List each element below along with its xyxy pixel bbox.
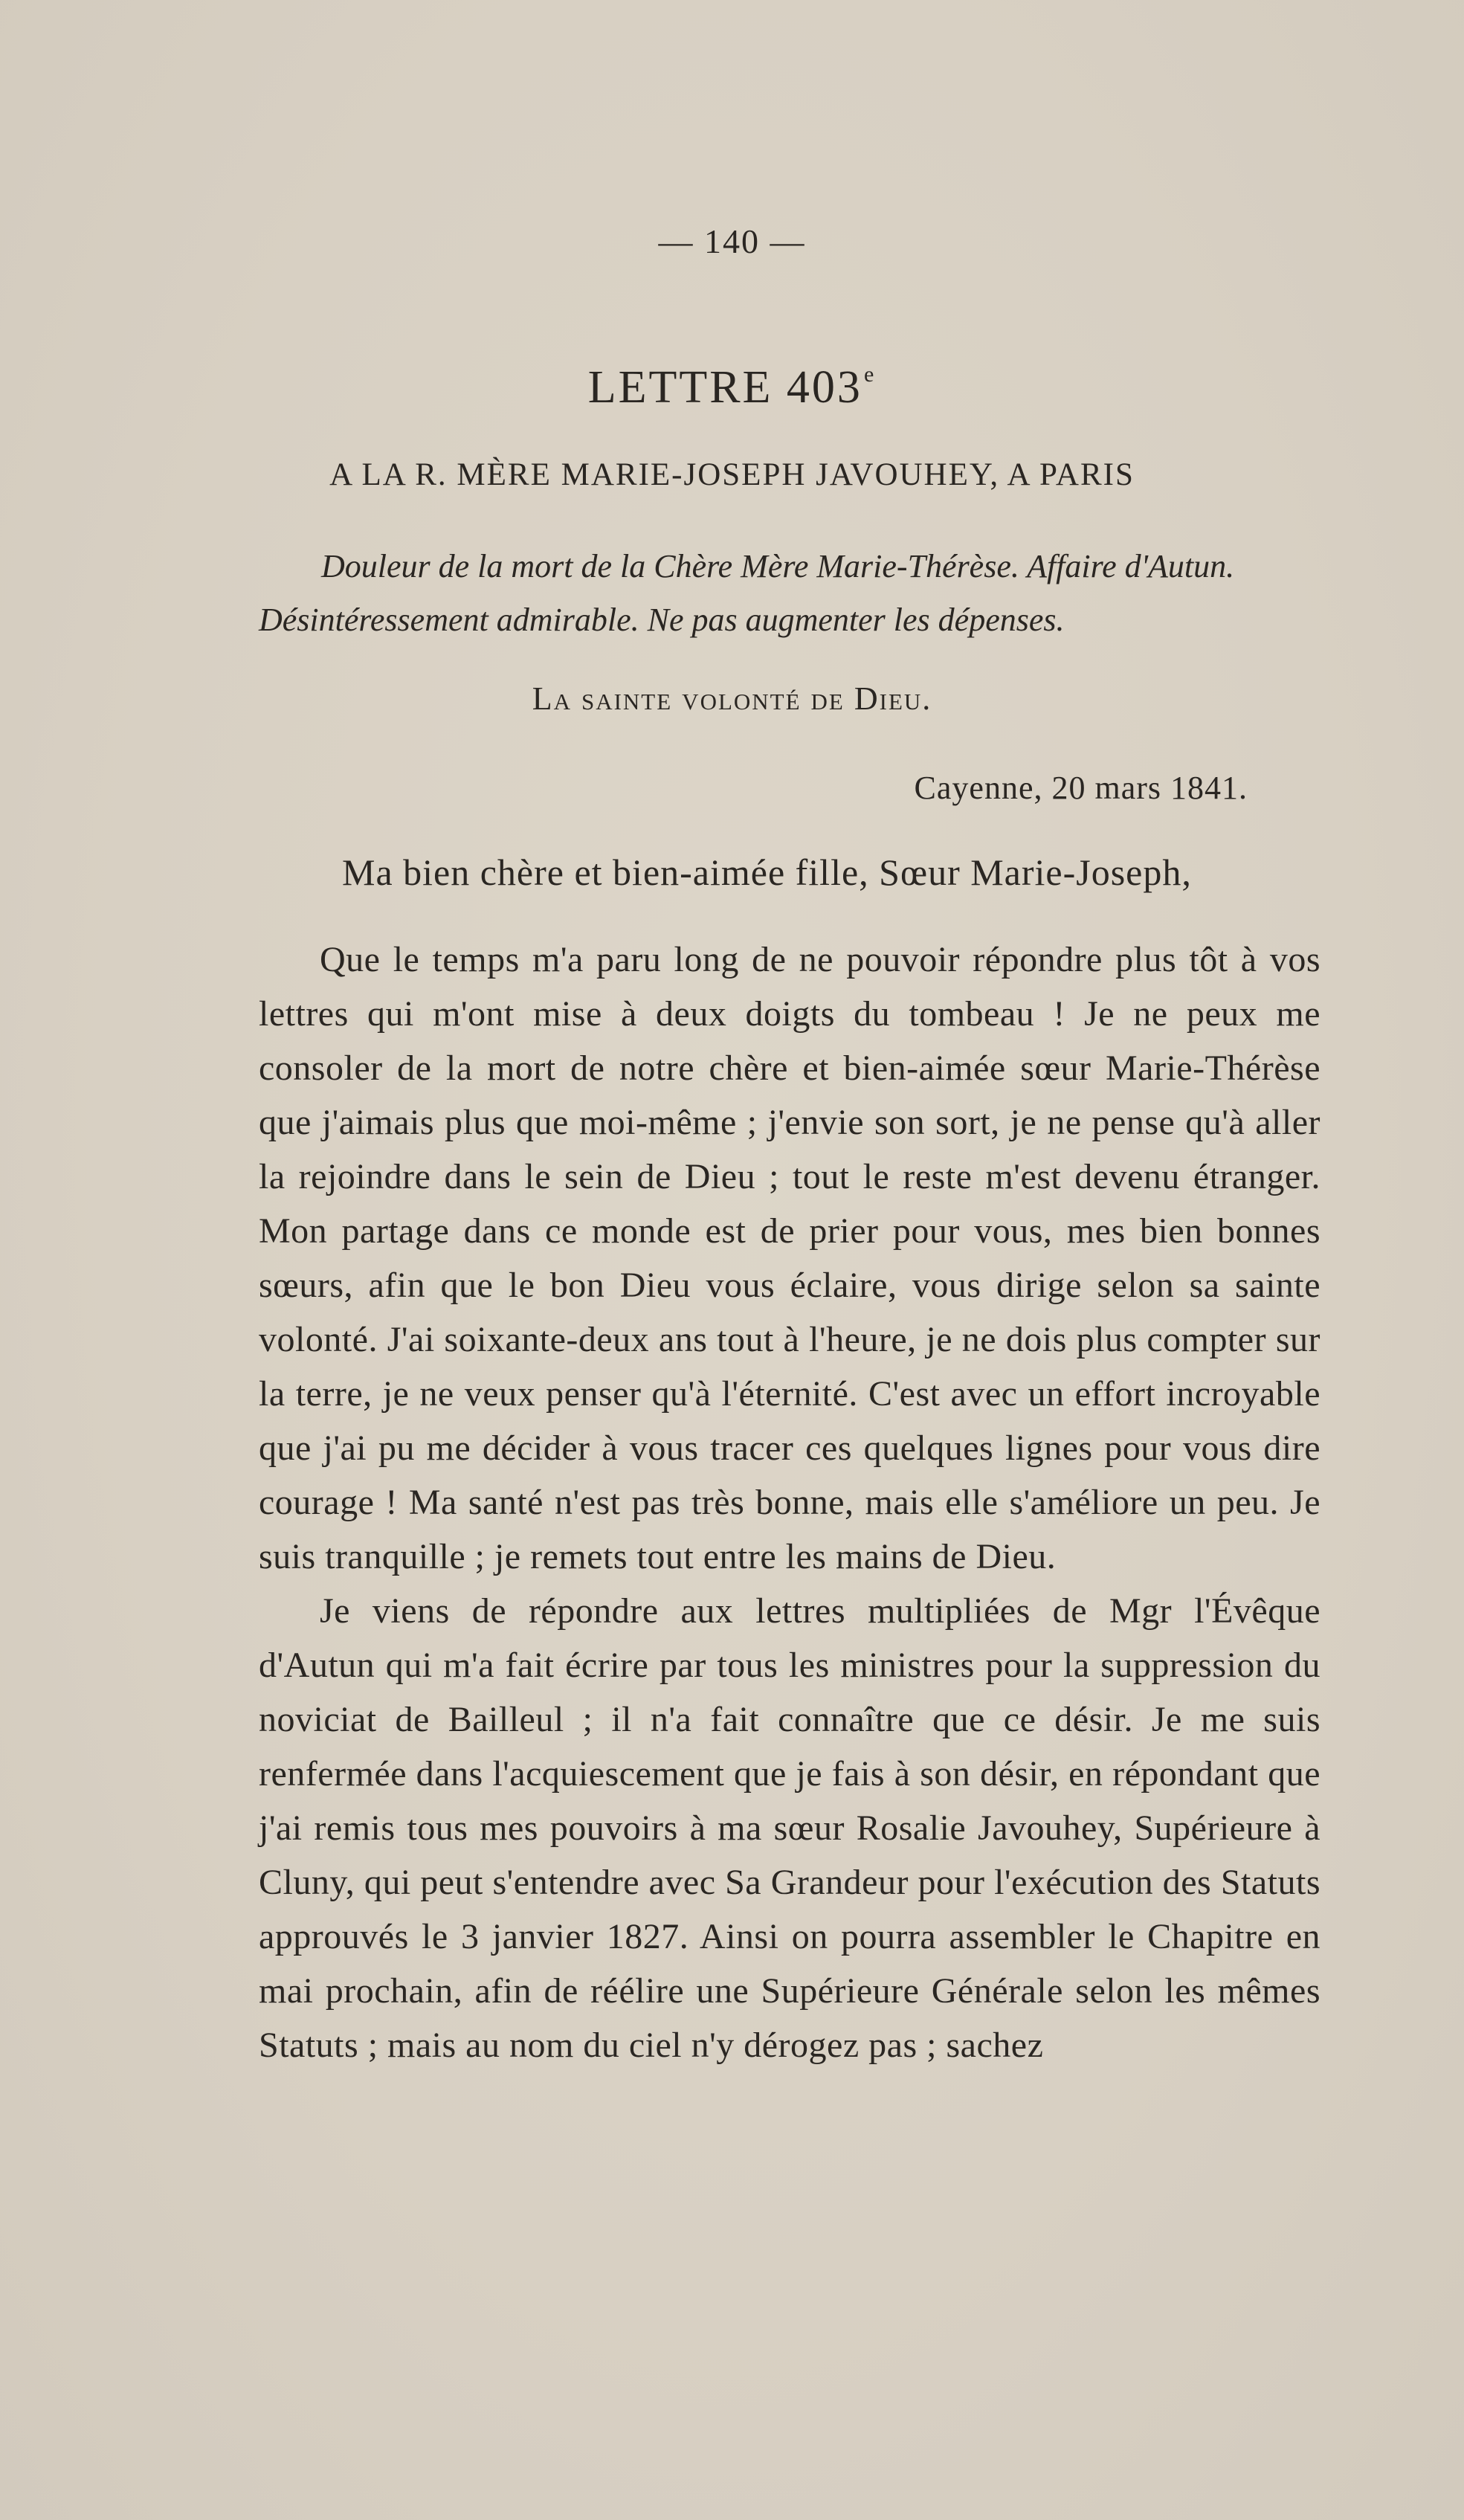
- letter-title-text: LETTRE 403: [587, 362, 862, 413]
- letter-body: [259, 932, 1320, 2072]
- letter-recipient: A LA R. MÈRE MARIE-JOSEPH JAVOUHEY, A PARIS: [329, 457, 1135, 492]
- letter-date: Cayenne, 20 mars 1841.: [914, 770, 1248, 806]
- letter-motto: La sainte volonté de Dieu.: [532, 680, 932, 717]
- page-number: — 140 —: [658, 222, 806, 260]
- letter-title-suffix: e: [863, 362, 877, 387]
- letter-summary: [259, 540, 1338, 647]
- summary-line-1: Douleur de la mort de la Chère Mère Marie-Thérèse. Affaire d'Autun.: [321, 548, 1235, 584]
- letter-title: [0, 361, 1464, 414]
- body-paragraph-2: Je viens de répondre aux lettres multipliées de Mgr l'Évêque d'Autun qui m'a fait écrire par tous les ministres pour la suppression du noviciat de Bailleul ; il n'a fait connaître que ce désir. Je me suis renfermée dans l'acquiescement que je fais à son désir, en répondant que j'ai remis tous mes pouvoirs à ma sœur Rosalie Javouhey, Supérieure à Cluny, qui peut s'entendre avec Sa Grandeur pour l'exécution des Statuts approuvés le 3 janvier 1827. Ainsi on pourra assembler le Chapitre en mai prochain, afin de réélire une Supérieure Générale selon les mêmes Statuts ; mais au nom du ciel n'y dérogez pas ; sachez: [259, 1591, 1320, 2065]
- body-paragraph-1: Que le temps m'a paru long de ne pouvoir répondre plus tôt à vos lettres qui m'ont mise à deux doigts du tombeau ! Je ne peux me consoler de la mort de notre chère et bien-aimée sœur Marie-Thérèse que j'aimais plus que moi-même ; j'envie son sort, je ne pense qu'à aller la rejoindre dans le sein de Dieu ; tout le reste m'est devenu étranger. Mon partage dans ce monde est de prier pour vous, mes bien bonnes sœurs, afin que le bon Dieu vous éclaire, vous dirige selon sa sainte volonté. J'ai soixante-deux ans tout à l'heure, je ne dois plus compter sur la terre, je ne veux penser qu'à l'éternité. C'est avec un effort incroyable que j'ai pu me décider à vous tracer ces quelques lignes pour vous dire courage ! Ma santé n'est pas très bonne, mais elle s'améliore un peu. Je suis tranquille ; je remets tout entre les mains de Dieu.: [259, 940, 1320, 1576]
- summary-line-2: Désintéressement admirable. Ne pas augmenter les dépenses.: [259, 602, 1065, 638]
- letter-salutation: Ma bien chère et bien-aimée fille, Sœur Marie-Joseph,: [342, 851, 1192, 893]
